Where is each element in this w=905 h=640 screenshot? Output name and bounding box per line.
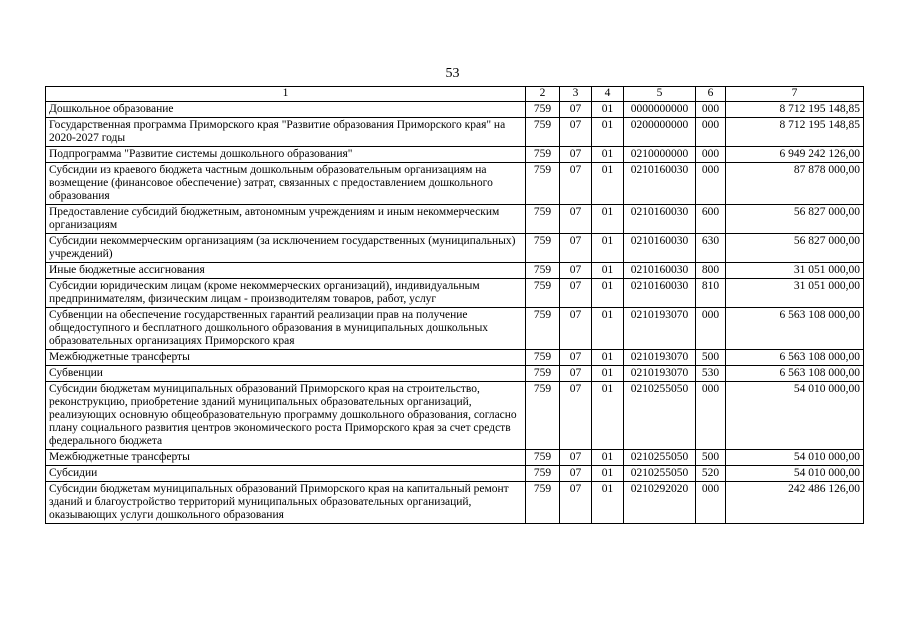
- row-pr-cell: 01: [592, 366, 624, 382]
- row-vr-cell: 000: [696, 308, 726, 350]
- row-sum-cell: 54 010 000,00: [726, 450, 864, 466]
- row-name-cell: Субсидии: [46, 466, 526, 482]
- table-row: [46, 163, 864, 205]
- budget-table: [45, 86, 864, 524]
- row-csr-cell: 0210255050: [624, 382, 696, 450]
- row-rz-cell: 07: [560, 279, 592, 308]
- row-name-cell: Межбюджетные трансферты: [46, 450, 526, 466]
- row-sum-cell: 6 563 108 000,00: [726, 350, 864, 366]
- row-sum-cell: 6 563 108 000,00: [726, 308, 864, 350]
- row-csr-cell: 0210160030: [624, 263, 696, 279]
- row-name-cell: Дошкольное образование: [46, 102, 526, 118]
- row-rz-cell: 07: [560, 147, 592, 163]
- row-pr-cell: 01: [592, 350, 624, 366]
- row-csr-cell: 0200000000: [624, 118, 696, 147]
- row-ved-cell: 759: [526, 482, 560, 524]
- row-ved-cell: 759: [526, 466, 560, 482]
- row-rz-cell: 07: [560, 205, 592, 234]
- row-csr-cell: 0210255050: [624, 450, 696, 466]
- row-csr-cell: 0210160030: [624, 234, 696, 263]
- row-name-cell: Иные бюджетные ассигнования: [46, 263, 526, 279]
- row-ved-cell: 759: [526, 279, 560, 308]
- row-rz-cell: 07: [560, 163, 592, 205]
- row-sum-cell: 8 712 195 148,85: [726, 102, 864, 118]
- header-cell-ved: 2: [526, 87, 560, 102]
- row-name-cell: Предоставление субсидий бюджетным, автономным учреждениям и иным некоммерческим организациям: [46, 205, 526, 234]
- row-rz-cell: 07: [560, 482, 592, 524]
- row-vr-cell: 000: [696, 382, 726, 450]
- row-ved-cell: 759: [526, 118, 560, 147]
- row-rz-cell: 07: [560, 102, 592, 118]
- row-ved-cell: 759: [526, 308, 560, 350]
- header-cell-sum: 7: [726, 87, 864, 102]
- table-row: [46, 466, 864, 482]
- row-csr-cell: 0210160030: [624, 163, 696, 205]
- row-rz-cell: 07: [560, 263, 592, 279]
- table-row: [46, 308, 864, 350]
- row-vr-cell: 000: [696, 163, 726, 205]
- table-row: [46, 234, 864, 263]
- row-pr-cell: 01: [592, 482, 624, 524]
- header-cell-pr: 4: [592, 87, 624, 102]
- row-rz-cell: 07: [560, 234, 592, 263]
- page-number: 53: [445, 66, 460, 81]
- row-pr-cell: 01: [592, 450, 624, 466]
- row-pr-cell: 01: [592, 147, 624, 163]
- row-rz-cell: 07: [560, 450, 592, 466]
- row-sum-cell: 8 712 195 148,85: [726, 118, 864, 147]
- table-row: [46, 382, 864, 450]
- row-vr-cell: 500: [696, 450, 726, 466]
- row-csr-cell: 0210000000: [624, 147, 696, 163]
- table-row: [46, 350, 864, 366]
- table-row: [46, 147, 864, 163]
- row-rz-cell: 07: [560, 466, 592, 482]
- row-pr-cell: 01: [592, 308, 624, 350]
- row-sum-cell: 31 051 000,00: [726, 279, 864, 308]
- table-row: [46, 263, 864, 279]
- header-cell-name: 1: [46, 87, 526, 102]
- header-row: [46, 87, 864, 102]
- row-ved-cell: 759: [526, 205, 560, 234]
- row-vr-cell: 000: [696, 118, 726, 147]
- row-rz-cell: 07: [560, 118, 592, 147]
- row-pr-cell: 01: [592, 102, 624, 118]
- row-name-cell: Государственная программа Приморского края "Развитие образования Приморского края" на 2020-2027 годы: [46, 118, 526, 147]
- header-cell-rz: 3: [560, 87, 592, 102]
- row-pr-cell: 01: [592, 263, 624, 279]
- row-rz-cell: 07: [560, 366, 592, 382]
- row-csr-cell: 0210193070: [624, 308, 696, 350]
- row-name-cell: Субвенции: [46, 366, 526, 382]
- row-ved-cell: 759: [526, 234, 560, 263]
- row-sum-cell: 87 878 000,00: [726, 163, 864, 205]
- table-row: [46, 205, 864, 234]
- row-vr-cell: 000: [696, 147, 726, 163]
- row-vr-cell: 530: [696, 366, 726, 382]
- row-vr-cell: 810: [696, 279, 726, 308]
- table-row: [46, 366, 864, 382]
- row-ved-cell: 759: [526, 147, 560, 163]
- row-ved-cell: 759: [526, 102, 560, 118]
- row-sum-cell: 54 010 000,00: [726, 382, 864, 450]
- row-ved-cell: 759: [526, 450, 560, 466]
- row-name-cell: Субвенции на обеспечение государственных гарантий реализации прав на получение общедоступного и бесплатного дошкольного образования в муниципальных дошкольных образовательных организациях Приморского края: [46, 308, 526, 350]
- row-csr-cell: 0210160030: [624, 205, 696, 234]
- row-csr-cell: 0210292020: [624, 482, 696, 524]
- row-pr-cell: 01: [592, 205, 624, 234]
- row-vr-cell: 000: [696, 482, 726, 524]
- row-vr-cell: 630: [696, 234, 726, 263]
- table-row: [46, 118, 864, 147]
- row-ved-cell: 759: [526, 350, 560, 366]
- row-csr-cell: 0000000000: [624, 102, 696, 118]
- row-ved-cell: 759: [526, 366, 560, 382]
- row-vr-cell: 520: [696, 466, 726, 482]
- row-rz-cell: 07: [560, 382, 592, 450]
- header-cell-csr: 5: [624, 87, 696, 102]
- row-name-cell: Подпрограмма "Развитие системы дошкольного образования": [46, 147, 526, 163]
- row-sum-cell: 31 051 000,00: [726, 263, 864, 279]
- row-pr-cell: 01: [592, 118, 624, 147]
- row-csr-cell: 0210193070: [624, 366, 696, 382]
- row-pr-cell: 01: [592, 163, 624, 205]
- row-ved-cell: 759: [526, 163, 560, 205]
- table-row: [46, 482, 864, 524]
- row-name-cell: Субсидии из краевого бюджета частным дошкольным образовательным организациям на возмещение (финансовое обеспечение) затрат, связанных с предоставлением дошкольного образования: [46, 163, 526, 205]
- row-vr-cell: 000: [696, 102, 726, 118]
- row-csr-cell: 0210160030: [624, 279, 696, 308]
- header-cell-vr: 6: [696, 87, 726, 102]
- row-vr-cell: 800: [696, 263, 726, 279]
- row-pr-cell: 01: [592, 466, 624, 482]
- row-csr-cell: 0210193070: [624, 350, 696, 366]
- row-name-cell: Субсидии некоммерческим организациям (за исключением государственных (муниципальных) учреждений): [46, 234, 526, 263]
- table-row: [46, 450, 864, 466]
- row-name-cell: Межбюджетные трансферты: [46, 350, 526, 366]
- row-sum-cell: 242 486 126,00: [726, 482, 864, 524]
- row-name-cell: Субсидии юридическим лицам (кроме некоммерческих организаций), индивидуальным предпринимателям, физическим лицам - производителям товаров, работ, услуг: [46, 279, 526, 308]
- row-sum-cell: 56 827 000,00: [726, 205, 864, 234]
- table-row: [46, 279, 864, 308]
- row-csr-cell: 0210255050: [624, 466, 696, 482]
- row-rz-cell: 07: [560, 350, 592, 366]
- row-pr-cell: 01: [592, 234, 624, 263]
- row-ved-cell: 759: [526, 382, 560, 450]
- row-vr-cell: 500: [696, 350, 726, 366]
- row-name-cell: Субсидии бюджетам муниципальных образований Приморского края на капитальный ремонт зданий и благоустройство территорий муниципальных образовательных организаций, оказывающих услуги дошкольного образования: [46, 482, 526, 524]
- row-rz-cell: 07: [560, 308, 592, 350]
- table-body: [46, 102, 864, 524]
- row-name-cell: Субсидии бюджетам муниципальных образований Приморского края на строительство, реконструкцию, приобретение зданий муниципальных образовательных организаций, реализующих основную общеобразовательную программу дошкольного образования, согласно плану социального развития центров экономического роста Приморского края за счет средств федерального бюджета: [46, 382, 526, 450]
- row-sum-cell: 56 827 000,00: [726, 234, 864, 263]
- row-pr-cell: 01: [592, 382, 624, 450]
- row-vr-cell: 600: [696, 205, 726, 234]
- row-sum-cell: 6 563 108 000,00: [726, 366, 864, 382]
- row-ved-cell: 759: [526, 263, 560, 279]
- row-pr-cell: 01: [592, 279, 624, 308]
- row-sum-cell: 6 949 242 126,00: [726, 147, 864, 163]
- table-row: [46, 102, 864, 118]
- row-sum-cell: 54 010 000,00: [726, 466, 864, 482]
